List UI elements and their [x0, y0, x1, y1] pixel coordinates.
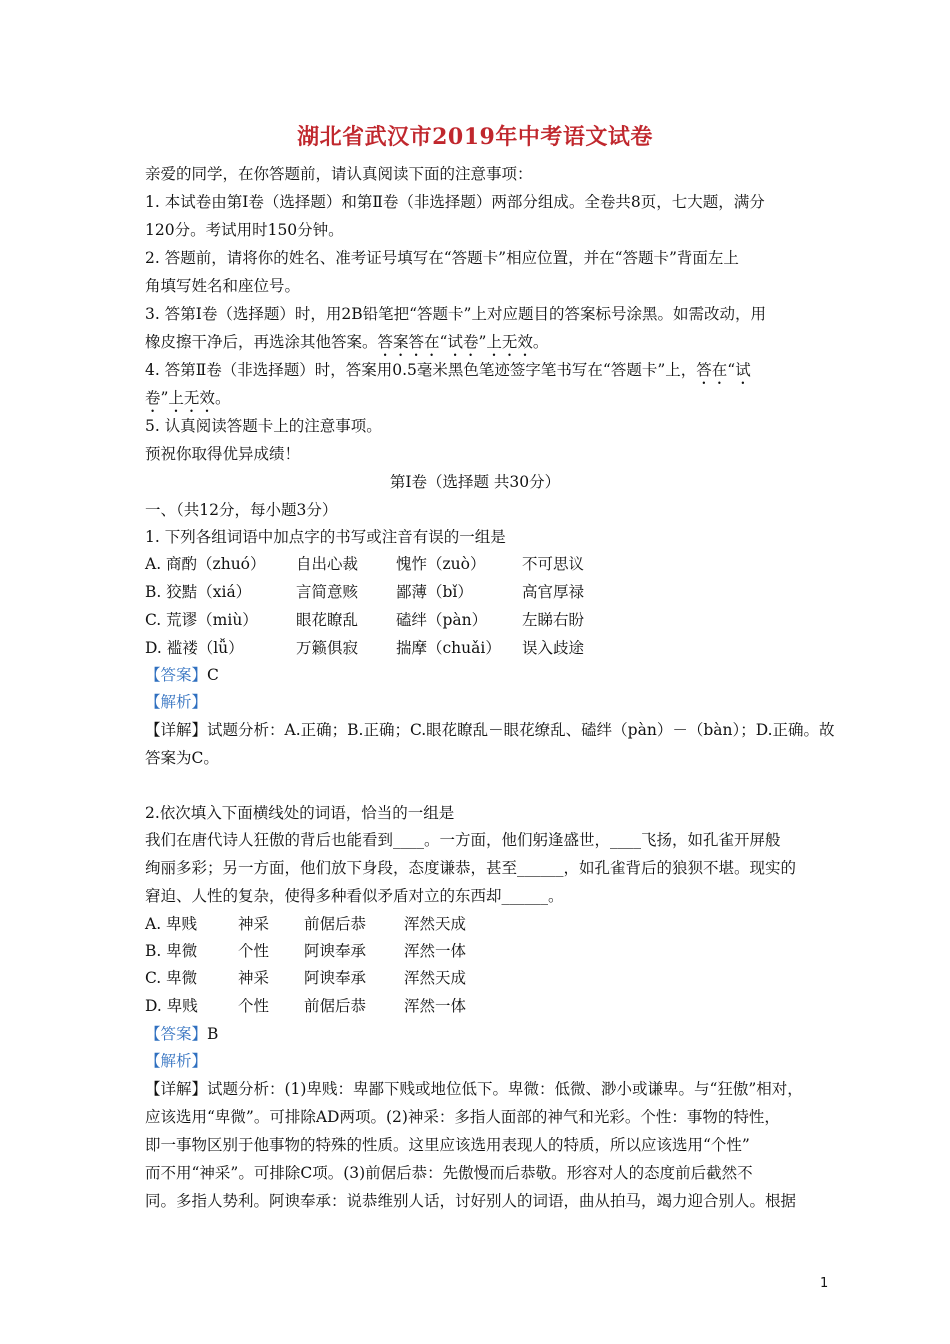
q1-option-d-3: 揣摩（chuǎi）	[396, 639, 501, 657]
answer-value: C	[207, 666, 219, 684]
notice-text: 。	[214, 389, 231, 407]
q2-detail-line-1: 【详解】试题分析：(1)卑贱：卑鄙下贱或地位低下。卑微：低微、渺小或谦卑。与“狂傲”相对，	[145, 1080, 803, 1098]
q2-detail-line-2: 应该选用“卑微”。可排除AD两项。(2)神采：多指人面部的神气和光彩。个性：事物的特性，	[145, 1108, 780, 1126]
q2-passage-line-2: 绚丽多彩；另一方面，他们放下身段，态度谦恭，甚至______，如孔雀背后的狼狈不堪。现实的	[145, 859, 797, 877]
question-2-stem: 2.依次填入下面横线处的词语，恰当的一组是	[145, 804, 455, 822]
notice-item-3-cont	[145, 332, 548, 360]
intro-greeting: 亲爱的同学，在你答题前，请认真阅读下面的注意事项：	[145, 165, 533, 183]
q1-option-c-3: 磕绊（pàn）	[396, 611, 488, 629]
q1-option-b-4: 高官厚禄	[522, 583, 585, 601]
q2-option-a-4: 浑然天成	[404, 915, 467, 933]
q1-detail-cont: 答案为C。	[145, 749, 219, 767]
q1-option-a-3: 愧怍（zuò）	[396, 555, 486, 573]
q1-option-c-2: 眼花瞭乱	[296, 611, 359, 629]
notice-item-5: 5. 认真阅读答题卡上的注意事项。	[145, 417, 382, 435]
q2-option-d-3: 前倨后恭	[304, 997, 367, 1015]
emphasized-text: 卷”上无效	[145, 389, 215, 407]
emphasized-text: 答在“试	[696, 361, 751, 379]
notice-item-1-cont: 120分。考试用时150分钟。	[145, 221, 344, 239]
q1-option-d-1: D. 褴褛（lǚ）	[145, 639, 244, 657]
q2-detail-line-3: 即一事物区别于他事物的特殊的性质。这里应该选用表现人的特质，所以应该选用“个性”	[145, 1136, 750, 1154]
q1-option-a-4: 不可思议	[522, 555, 585, 573]
notice-text: 4. 答第Ⅱ卷（非选择题）时，答案用0.5毫米黑色笔迹签字笔书写在“答题卡”上，	[145, 361, 697, 379]
q1-option-c-1: C. 荒谬（miù）	[145, 611, 258, 629]
notice-text: 。	[532, 333, 549, 351]
part-heading: 一、（共12分，每小题3分）	[145, 501, 338, 519]
q2-option-c-1: C. 卑微	[145, 969, 198, 987]
q1-option-b-2: 言简意赅	[296, 583, 359, 601]
q2-option-d-2: 个性	[238, 997, 270, 1015]
q2-option-c-4: 浑然天成	[404, 969, 467, 987]
q2-detail-line-5: 同。多指人势利。阿谀奉承：说恭维别人话，讨好别人的词语，曲从拍马，竭力迎合别人。根据	[145, 1192, 797, 1210]
q1-option-c-4: 左睇右盼	[522, 611, 585, 629]
q2-answer	[145, 1024, 218, 1044]
q2-analysis-tag: 【解析】	[145, 1052, 208, 1070]
notice-item-3: 3. 答第Ⅰ卷（选择题）时，用2B铅笔把“答题卡”上对应题目的答案标号涂黑。如需改动，用	[145, 305, 766, 323]
q1-option-a-1: A. 商酌（zhuó）	[145, 555, 266, 573]
q2-option-a-3: 前倨后恭	[304, 915, 367, 933]
question-1-stem: 1. 下列各组词语中加点字的书写或注音有误的一组是	[145, 528, 506, 546]
q2-option-d-4: 浑然一体	[404, 997, 467, 1015]
q1-answer	[145, 665, 219, 685]
answer-value: B	[207, 1025, 219, 1043]
emphasized-text: 答案答在“试卷”上无效	[377, 333, 533, 351]
notice-item-4-cont	[145, 388, 230, 416]
wish-text: 预祝你取得优异成绩！	[145, 445, 301, 463]
q1-option-b-1: B. 狡黠（xiá）	[145, 583, 252, 601]
page-number: 1	[820, 1276, 829, 1291]
q2-option-b-1: B. 卑微	[145, 942, 198, 960]
q1-option-b-3: 鄙薄（bǐ）	[396, 583, 473, 601]
q2-option-b-2: 个性	[238, 942, 270, 960]
answer-tag: 【答案】	[145, 1025, 208, 1043]
q2-passage-line-3: 窘迫、人性的复杂，使得多种看似矛盾对立的东西却______。	[145, 887, 564, 905]
q2-option-c-3: 阿谀奉承	[304, 969, 367, 987]
q2-detail-line-4: 而不用“神采”。可排除C项。(3)前倨后恭：先傲慢而后恭敬。形容对人的态度前后截然不	[145, 1164, 753, 1182]
q2-passage-line-1: 我们在唐代诗人狂傲的背后也能看到____。一方面，他们躬逢盛世，____飞扬，如孔雀开屏般	[145, 831, 781, 849]
notice-item-2-cont: 角填写姓名和座位号。	[145, 277, 301, 295]
q2-option-b-3: 阿谀奉承	[304, 942, 367, 960]
q2-option-d-1: D. 卑贱	[145, 997, 198, 1015]
q2-option-a-2: 神采	[238, 915, 270, 933]
notice-item-2: 2. 答题前，请将你的姓名、准考证号填写在“答题卡”相应位置，并在“答题卡”背面左上	[145, 249, 739, 267]
notice-text: 橡皮擦干净后，再选涂其他答案。	[145, 333, 378, 351]
q1-option-a-2: 自出心裁	[296, 555, 359, 573]
document-title: 湖北省武汉市2019年中考语文试卷	[297, 124, 653, 150]
q2-option-a-1: A. 卑贱	[145, 915, 198, 933]
notice-item-4	[145, 360, 751, 388]
section-heading: 第Ⅰ卷（选择题 共30分）	[389, 473, 561, 491]
q1-detail: 【详解】试题分析：A.正确；B.正确；C.眼花瞭乱－眼花缭乱、磕绊（pàn）－（bàn）；D.正确。故	[145, 721, 835, 739]
notice-item-1: 1. 本试卷由第Ⅰ卷（选择题）和第Ⅱ卷（非选择题）两部分组成。全卷共8页，七大题，满分	[145, 193, 765, 211]
q1-analysis-tag: 【解析】	[145, 693, 208, 711]
answer-tag: 【答案】	[145, 666, 208, 684]
q2-option-c-2: 神采	[238, 969, 270, 987]
q1-option-d-4: 误入歧途	[522, 639, 585, 657]
q1-option-d-2: 万籁俱寂	[296, 639, 359, 657]
q2-option-b-4: 浑然一体	[404, 942, 467, 960]
